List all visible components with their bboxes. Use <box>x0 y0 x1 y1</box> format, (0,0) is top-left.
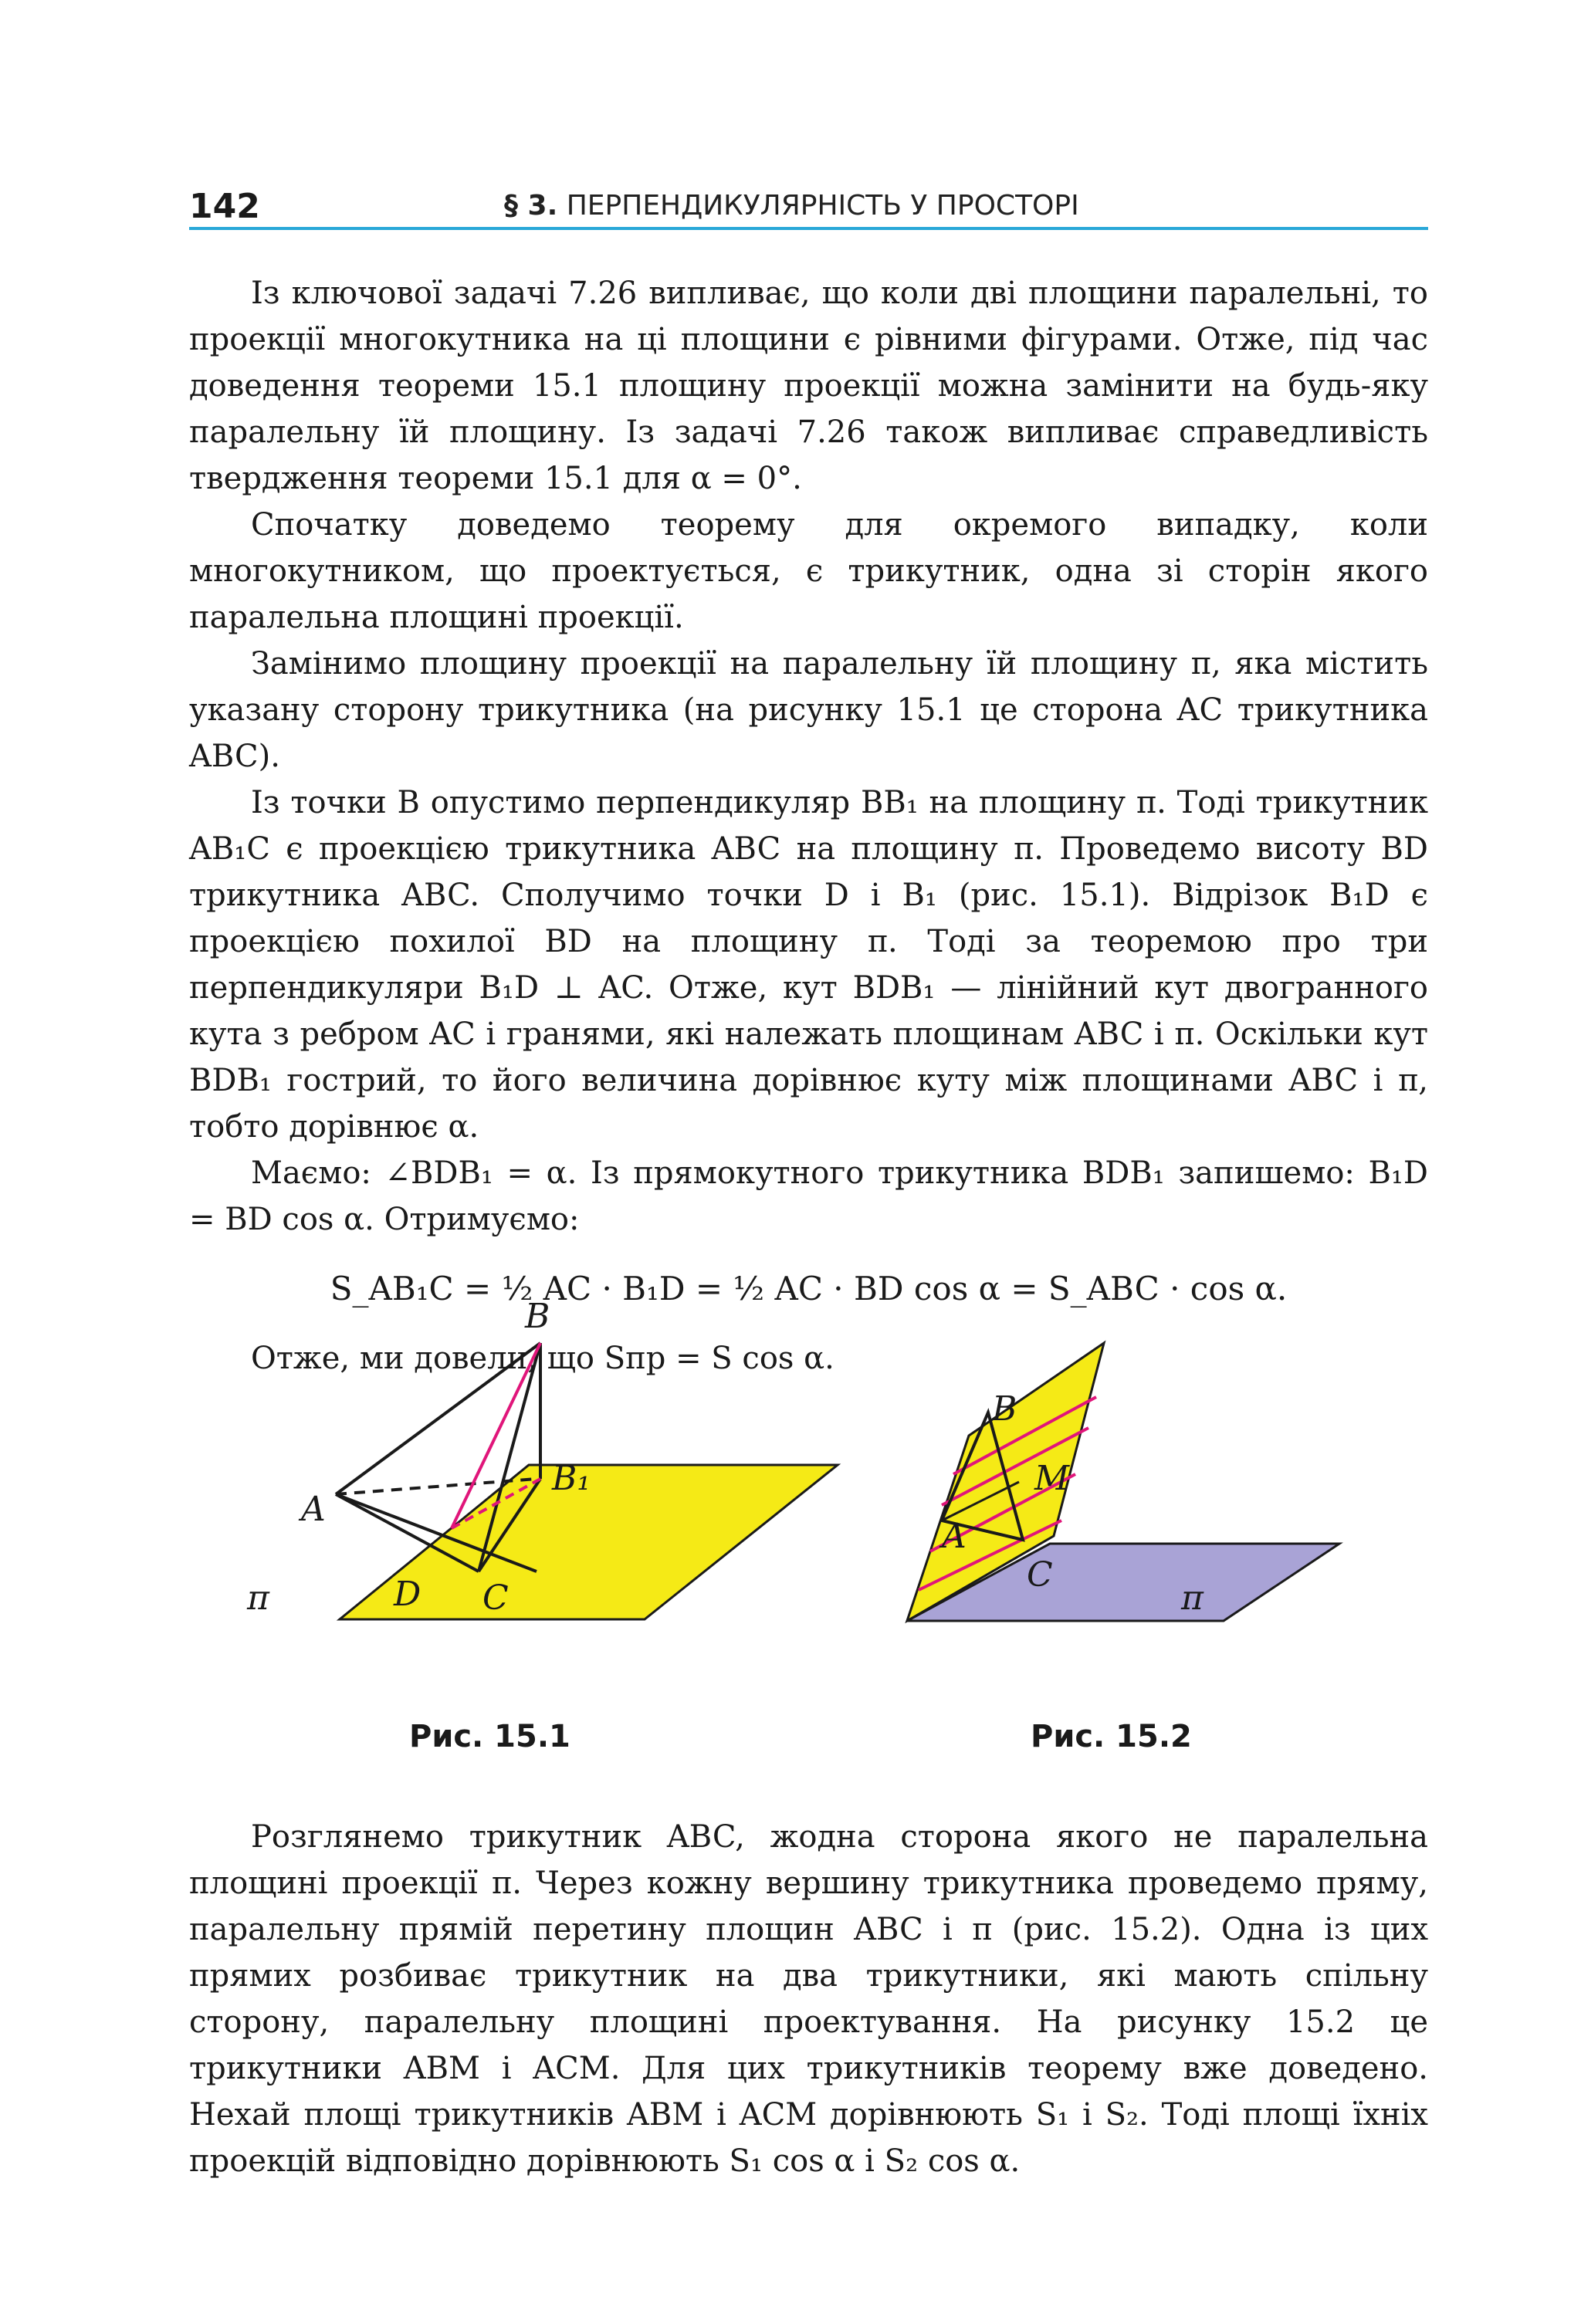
label-A: A <box>301 1490 326 1529</box>
page-body <box>189 270 1428 2184</box>
label-C: C <box>482 1578 509 1618</box>
label-A-fig2: A <box>942 1517 967 1556</box>
section-mark: § 3. <box>504 190 558 222</box>
caption-fig-15-1: Рис. 15.1 <box>409 1719 570 1754</box>
label-M: M <box>1034 1459 1070 1498</box>
label-pi-fig2: π <box>1181 1578 1204 1618</box>
paragraph-3: Замінимо площину проекції на паралельну їй площину π, яка містить указану сторону трикутника (на рисунку 15.1 це сторона AC трикутника ABC). <box>189 646 1428 774</box>
label-B-fig2: B <box>992 1389 1017 1429</box>
paragraph-7: Розглянемо трикутник ABC, жодна сторона якого не паралельна площині проекції π. Через кожну вершину трикутника проведемо пряму, паралельну прямій перетину площин ABC і π (рис. 15.2). Одна із цих прямих розбиває трикутник на два трикутники, які мають спільну сторону, паралельну площині проектування. На рисунку 15.2 це трикутники ABM і ACM. Для цих трикутників теорему вже доведено. Нехай площі трикутників ABM і ACM дорівнюють S₁ і S₂. Тоді площі їхніх проекцій відповідно дорівнюють S₁ cos α і S₂ cos α. <box>189 1819 1428 2179</box>
section-name: ПЕРПЕНДИКУЛЯРНІСТЬ У ПРОСТОРІ <box>566 190 1079 222</box>
figure-15-2 <box>907 1343 1339 1621</box>
paragraph-6: Отже, ми довели, що Sпр = S cos α. <box>251 1341 835 1376</box>
label-B: B <box>525 1297 550 1336</box>
caption-fig-15-2: Рис. 15.2 <box>1031 1719 1192 1754</box>
page-number: 142 <box>189 187 260 226</box>
paragraph-5: Маємо: ∠BDB₁ = α. Із прямокутного трикутника BDB₁ запишемо: B₁D = BD cos α. Отримуємо: <box>189 1155 1428 1237</box>
section-title <box>504 190 1079 222</box>
area-formula: S_AB₁C = ½ AC · B₁D = ½ AC · BD cos α = S_ABC · cos α. <box>330 1270 1288 1307</box>
paragraph-4: Із точки B опустимо перпендикуляр BB₁ на площину π. Тоді трикутник AB₁C є проекцією трикутника ABC на площину π. Проведемо висоту BD трикутника ABC. Сполучимо точки D і B₁ (рис. 15.1). Відрізок B₁D є проекцією похилої BD на площину π. Тоді за теоремою про три перпендикуляри B₁D ⊥ AC. Отже, кут BDB₁ — лінійний кут двогранного кута з ребром AC і гранями, які належать площинам ABC і π. Оскільки кут BDB₁ гострий, то його величина дорівнює куту між площинами ABC і π, тобто дорівнює α. <box>189 785 1428 1145</box>
paragraph-1: Із ключової задачі 7.26 випливає, що коли дві площини паралельні, то проекції многокутника на ці площини є рівними фігурами. Отже, під час доведення теореми 15.1 площину проекції можна замінити на будь-яку паралельну їй площину. Із задачі 7.26 також випливає справедливість твердження теореми 15.1 для α = 0°. <box>189 276 1428 496</box>
label-C-fig2: C <box>1027 1555 1053 1595</box>
label-B1: B₁ <box>552 1459 591 1498</box>
label-D: D <box>394 1575 421 1614</box>
page-header <box>189 182 1428 230</box>
label-pi: π <box>247 1578 269 1618</box>
paragraph-2: Спочатку доведемо теорему для окремого випадку, коли многокутником, що проектується, є трикутник, одна зі сторін якого паралельна площині проекції. <box>189 507 1428 635</box>
